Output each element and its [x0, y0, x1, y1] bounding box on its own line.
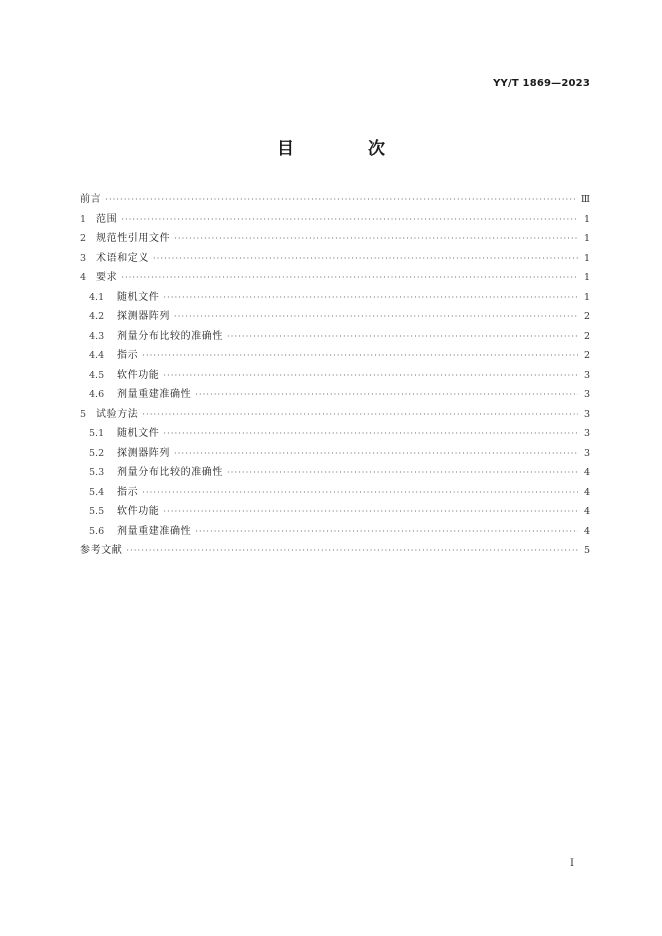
- toc-entry-page: 4: [583, 486, 590, 498]
- toc-entry-label: 试验方法: [96, 408, 139, 420]
- dot-leader: [163, 366, 578, 386]
- toc-entry-label: 要求: [96, 272, 118, 283]
- dot-leader: [142, 346, 578, 366]
- toc-entry-label: 前言: [80, 194, 102, 205]
- toc-entry-label: 探测器阵列: [117, 311, 170, 322]
- toc-entry-page: 4: [583, 467, 590, 478]
- toc-entry-number: 5: [80, 408, 87, 420]
- toc-entry-label: 参考文献: [80, 545, 123, 556]
- toc-entry[interactable]: [80, 483, 590, 503]
- toc-entry-number: 4.2: [89, 311, 105, 322]
- toc-entry-page: 1: [583, 233, 590, 244]
- toc-entry-number: 5.2: [89, 447, 105, 459]
- table-of-contents: [80, 190, 590, 561]
- toc-entry[interactable]: [80, 541, 590, 561]
- toc-entry[interactable]: [80, 229, 590, 249]
- toc-entry-page: 3: [583, 447, 590, 459]
- toc-entry[interactable]: [80, 405, 590, 425]
- toc-entry-page: 1: [583, 213, 590, 225]
- toc-entry[interactable]: [80, 385, 590, 405]
- dot-leader: [174, 229, 578, 249]
- toc-entry-page: 4: [583, 525, 590, 537]
- dot-leader: [142, 405, 578, 425]
- toc-entry[interactable]: [80, 288, 590, 308]
- toc-entry-label: 剂量重建准确性: [117, 525, 192, 537]
- toc-entry-label: 指示: [117, 486, 139, 498]
- dot-leader: [121, 268, 578, 288]
- toc-entry[interactable]: [80, 502, 590, 522]
- toc-entry-number: 3: [80, 252, 87, 264]
- dot-leader: [227, 327, 578, 347]
- toc-entry-number: 1: [80, 213, 87, 225]
- toc-entry[interactable]: [80, 366, 590, 386]
- dot-leader: [195, 385, 578, 405]
- toc-entry-label: 指示: [117, 350, 139, 361]
- toc-entry[interactable]: [80, 249, 590, 269]
- dot-leader: [174, 307, 578, 327]
- toc-entry-number: 4.5: [89, 369, 105, 381]
- toc-entry-number: 4.3: [89, 330, 105, 342]
- toc-entry-page: 3: [583, 408, 590, 420]
- toc-entry-number: 4.6: [89, 389, 105, 400]
- toc-entry[interactable]: [80, 327, 590, 347]
- toc-entry-page: 1: [583, 272, 590, 283]
- toc-entry[interactable]: [80, 522, 590, 542]
- dot-leader: [195, 522, 578, 542]
- toc-entry-label: 术语和定义: [96, 252, 149, 264]
- toc-entry[interactable]: [80, 444, 590, 464]
- toc-entry[interactable]: [80, 307, 590, 327]
- toc-entry[interactable]: [80, 268, 590, 288]
- toc-entry-number: 5.5: [89, 506, 105, 517]
- toc-entry-label: 规范性引用文件: [96, 233, 171, 244]
- toc-entry-label: 随机文件: [117, 291, 160, 303]
- toc-entry-label: 软件功能: [117, 369, 160, 381]
- dot-leader: [142, 483, 578, 503]
- dot-leader: [121, 210, 578, 230]
- toc-entry-page: 2: [583, 350, 590, 361]
- dot-leader: [153, 249, 578, 269]
- toc-entry-number: 5.4: [89, 486, 105, 498]
- toc-entry[interactable]: [80, 190, 590, 210]
- dot-leader: [163, 424, 578, 444]
- toc-entry-label: 剂量重建准确性: [117, 389, 192, 400]
- toc-entry[interactable]: [80, 424, 590, 444]
- page-number: Ⅰ: [570, 858, 574, 869]
- toc-entry[interactable]: [80, 210, 590, 230]
- toc-entry-page: 1: [583, 291, 590, 303]
- dot-leader: [126, 541, 578, 561]
- toc-entry-page: 2: [583, 330, 590, 342]
- toc-entry-number: 4.1: [89, 291, 105, 303]
- toc-entry-label: 剂量分布比较的准确性: [117, 467, 223, 478]
- toc-entry-number: 4: [80, 272, 87, 283]
- toc-entry-page: 4: [583, 506, 590, 517]
- dot-leader: [227, 463, 578, 483]
- toc-entry-label: 范围: [96, 213, 118, 225]
- toc-entry-label: 探测器阵列: [117, 447, 170, 459]
- toc-entry-number: 5.3: [89, 467, 105, 478]
- toc-entry-page: 3: [583, 428, 590, 439]
- dot-leader: [174, 444, 578, 464]
- toc-entry-page: 2: [583, 311, 590, 322]
- standard-code: YY/T 1869—2023: [493, 78, 590, 89]
- toc-entry-label: 剂量分布比较的准确性: [117, 330, 223, 342]
- dot-leader: [105, 190, 577, 210]
- toc-entry[interactable]: [80, 346, 590, 366]
- toc-entry-page: 3: [583, 369, 590, 381]
- toc-entry-page: 3: [583, 389, 590, 400]
- page-title: 目 次: [277, 139, 419, 159]
- toc-entry-number: 2: [80, 233, 87, 244]
- toc-entry-page: Ⅲ: [580, 194, 590, 205]
- dot-leader: [163, 288, 578, 308]
- toc-entry[interactable]: [80, 463, 590, 483]
- toc-entry-number: 4.4: [89, 350, 105, 361]
- toc-entry-number: 5.1: [89, 428, 105, 439]
- toc-entry-page: 1: [583, 252, 590, 264]
- toc-entry-label: 软件功能: [117, 506, 160, 517]
- toc-entry-page: 5: [583, 545, 590, 556]
- toc-entry-number: 5.6: [89, 525, 105, 537]
- dot-leader: [163, 502, 578, 522]
- toc-entry-label: 随机文件: [117, 428, 160, 439]
